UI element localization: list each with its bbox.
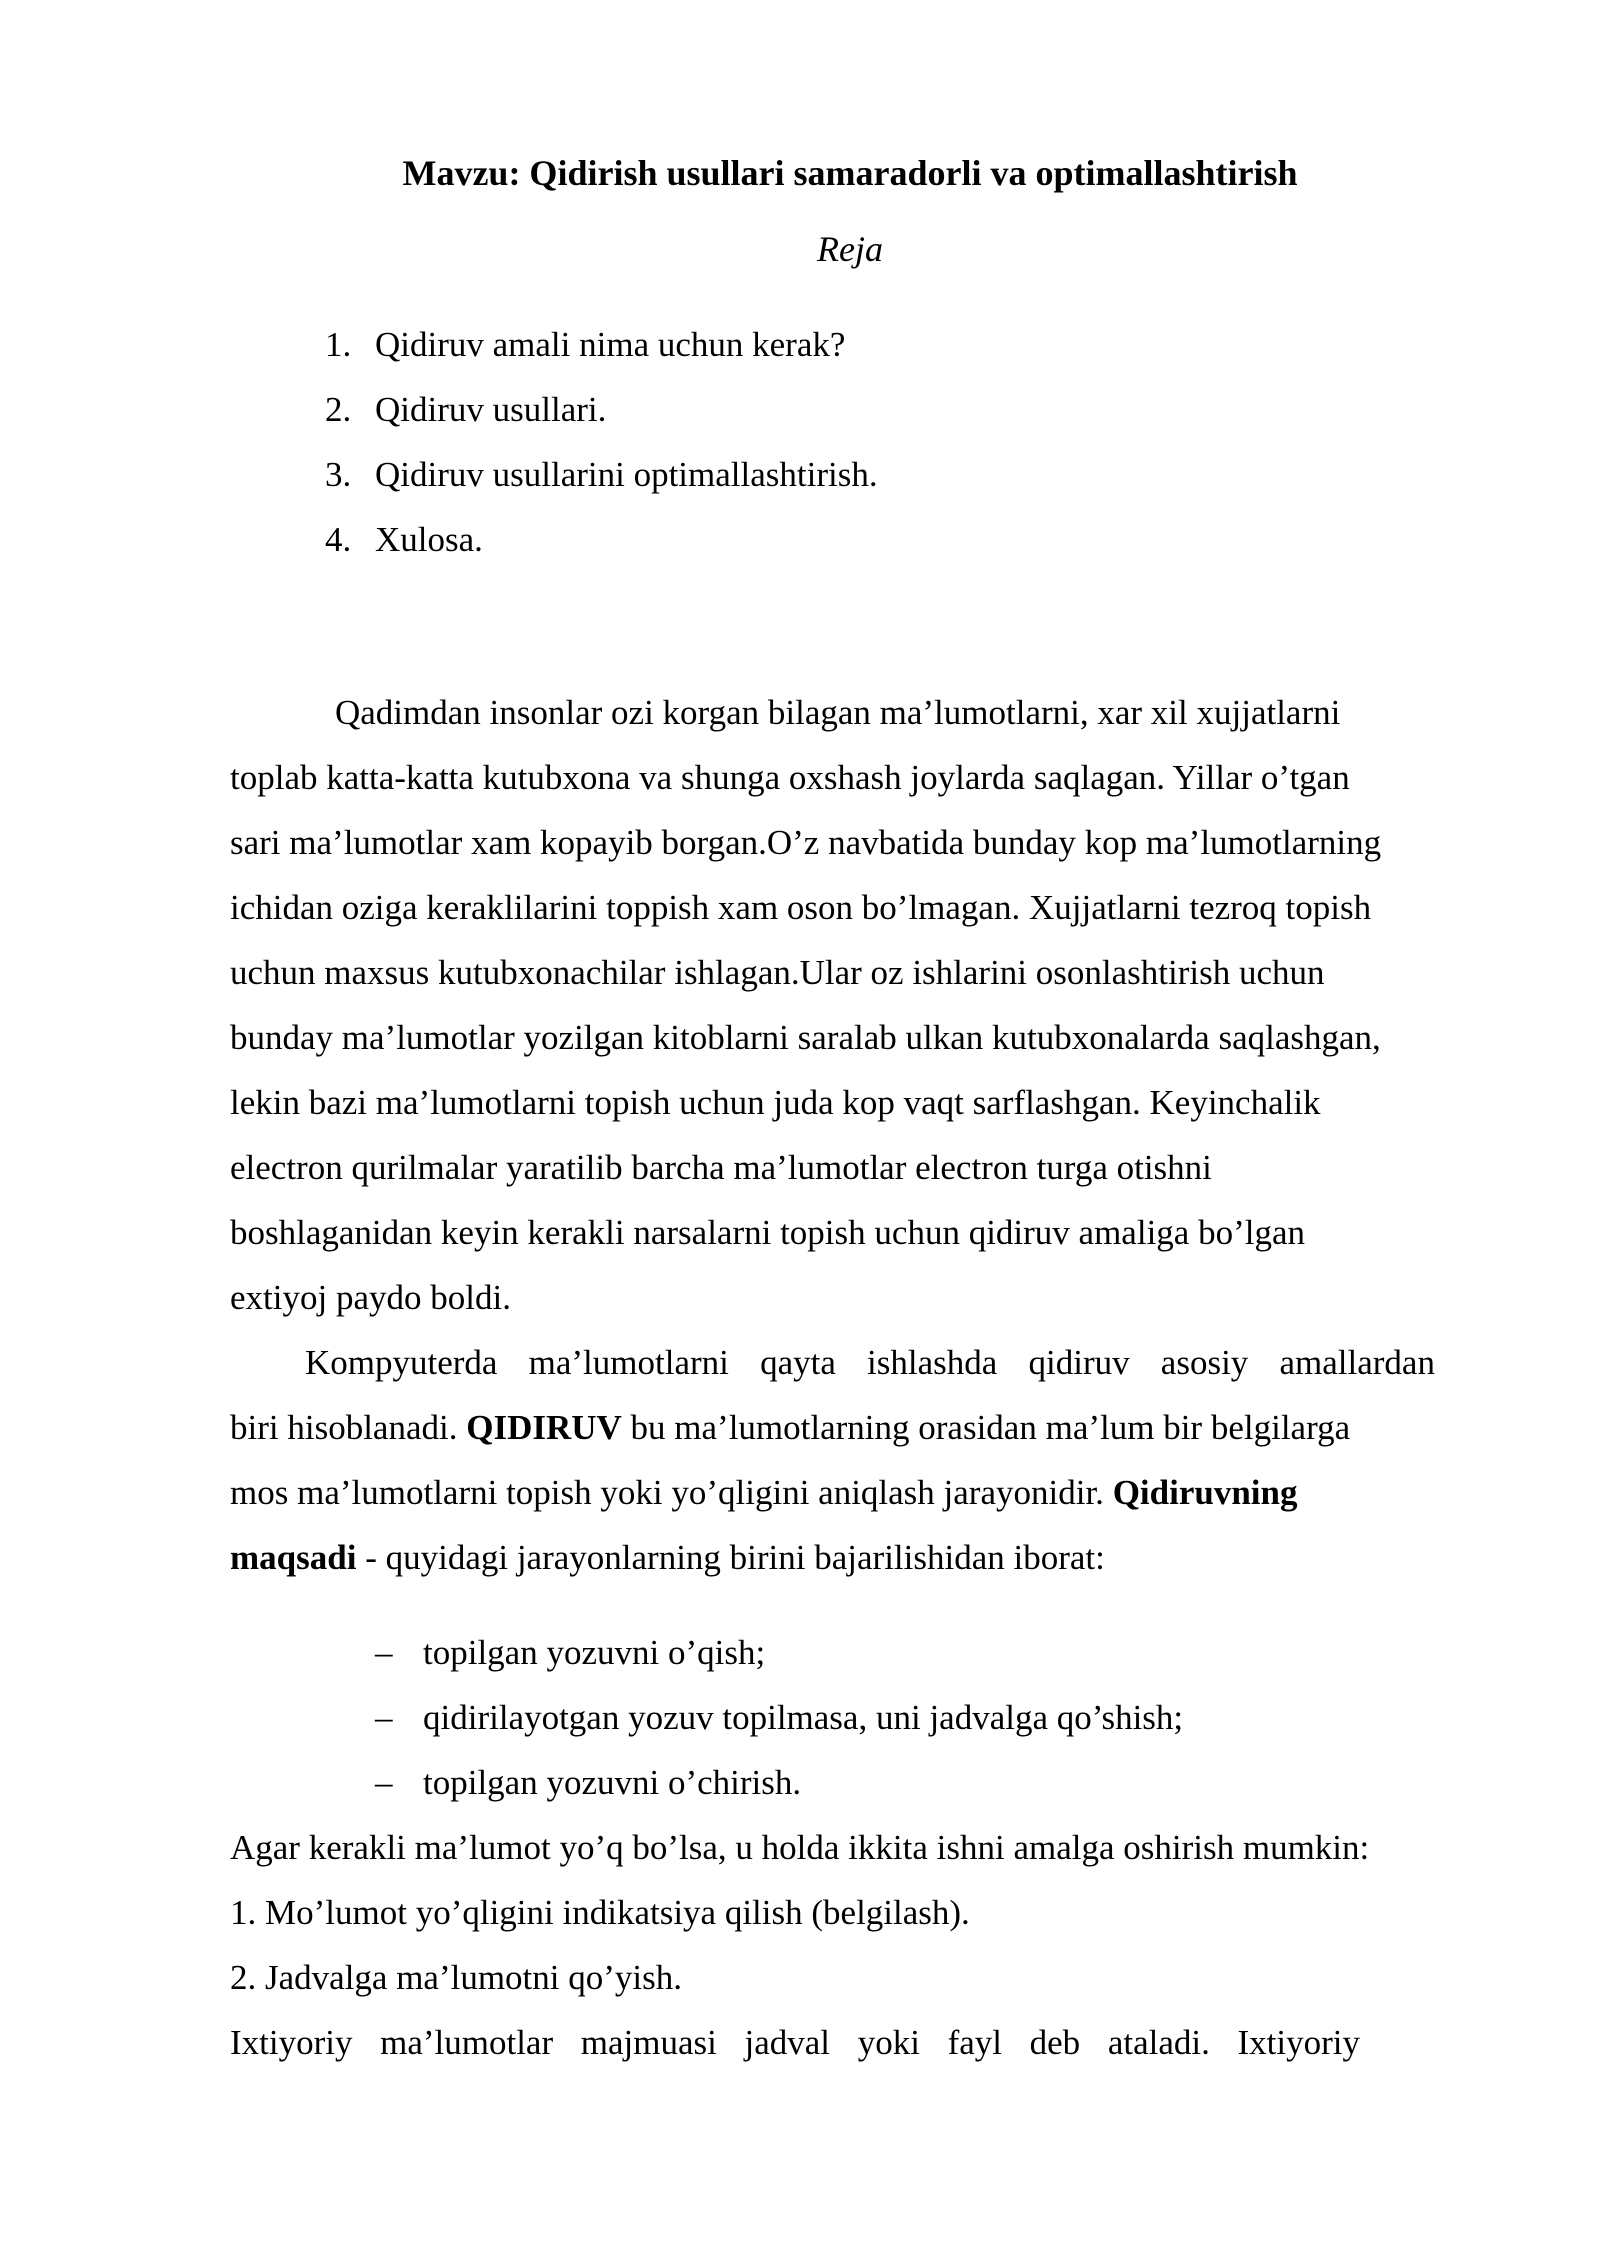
goal-item xyxy=(375,1750,1183,1815)
word: Kompyuterda xyxy=(305,1343,498,1382)
plan-item-number: 3. xyxy=(325,455,352,494)
paragraph-line: bunday ma’lumotlar yozilgan kitoblarni saralab ulkan kutubxonalarda saqlashgan, xyxy=(230,1018,1381,1057)
plan-item-number: 2. xyxy=(325,390,352,429)
word: ishlashda xyxy=(867,1343,998,1382)
paragraph-line: ichidan oziga keraklilarini toppish xam oson bo’lmagan. Xujjatlarni tezroq topish xyxy=(230,888,1372,927)
plan-heading: Reja xyxy=(817,229,883,269)
goal-item-text: qidirilayotgan yozuv topilmasa, uni jadvalga qo’shish; xyxy=(423,1698,1184,1737)
dash-marker: – xyxy=(375,1698,393,1737)
text-run: - quyidagi jarayonlarning birini bajarilishidan iborat: xyxy=(356,1538,1105,1577)
paragraph-line: toplab katta-katta kutubxona va shunga oxshash joylarda saqlagan. Yillar o’tgan xyxy=(230,758,1350,797)
document-title: Mavzu: Qidirish usullari samaradorli va optimallashtirish xyxy=(402,153,1298,193)
goal-list xyxy=(375,1620,1183,1815)
word: asosiy xyxy=(1160,1343,1249,1382)
paragraph-line: electron qurilmalar yaratilib barcha ma’lumotlar electron turga otishni xyxy=(230,1148,1212,1187)
word: qayta xyxy=(760,1343,836,1382)
word: ataladi. xyxy=(1107,2023,1210,2062)
paragraph-line: 2. Jadvalga ma’lumotni qo’yish. xyxy=(230,1958,683,1997)
paragraph-line xyxy=(230,1330,1480,1395)
paragraph-line: sari ma’lumotlar xam kopayib borgan.O’z navbatida bunday kop ma’lumotlarning xyxy=(230,823,1382,862)
plan-item xyxy=(325,517,878,582)
word: qidiruv xyxy=(1028,1343,1130,1382)
word: Ixtiyoriy xyxy=(230,2023,353,2062)
text-run: mos ma’lumotlarni topish yoki yo’qligini aniqlash jarayonidir. xyxy=(230,1473,1113,1512)
paragraph-line: boshlaganidan keyin kerakli narsalarni topish uchun qidiruv amaliga bo’lgan xyxy=(230,1213,1305,1252)
plan-item-text: Qidiruv amali nima uchun kerak? xyxy=(375,325,846,364)
word: majmuasi xyxy=(580,2023,717,2062)
paragraph-line xyxy=(230,2010,1480,2075)
word: deb xyxy=(1029,2023,1081,2062)
plan-item xyxy=(325,322,878,387)
plan-item-text: Qidiruv usullari. xyxy=(375,390,607,429)
search-definition-paragraph xyxy=(230,1330,1480,1590)
justified-line xyxy=(305,1330,1435,1395)
word: amallardan xyxy=(1279,1343,1435,1382)
plan-item xyxy=(325,387,878,452)
dash-marker: – xyxy=(375,1763,393,1802)
plan-list xyxy=(325,322,878,582)
word: jadval xyxy=(744,2023,831,2062)
paragraph-line: Agar kerakli ma’lumot yo’q bo’lsa, u holda ikkita ishni amalga oshirish mumkin: xyxy=(230,1828,1370,1867)
plan-item-text: Qidiruv usullarini optimallashtirish. xyxy=(375,455,878,494)
paragraph-line: Qadimdan insonlar ozi korgan bilagan ma’lumotlarni, xar xil xujjatlarni xyxy=(335,693,1341,732)
justified-line xyxy=(230,2010,1360,2075)
paragraph-line: 1. Mo’lumot yo’qligini indikatsiya qilish (belgilash). xyxy=(230,1893,970,1932)
missing-record-paragraph xyxy=(230,1815,1480,2075)
goal-item xyxy=(375,1620,1183,1685)
paragraph-line: lekin bazi ma’lumotlarni topish uchun juda kop vaqt sarflashgan. Keyinchalik xyxy=(230,1083,1321,1122)
goal-item-text: topilgan yozuvni o’qish; xyxy=(423,1633,766,1672)
goal-item xyxy=(375,1685,1183,1750)
bold-term: Qidiruvning xyxy=(1112,1473,1298,1512)
paragraph-line xyxy=(230,1395,1480,1460)
dash-marker: – xyxy=(375,1633,393,1672)
word: ma’lumotlar xyxy=(380,2023,554,2062)
word: fayl xyxy=(947,2023,1002,2062)
plan-item-number: 4. xyxy=(325,520,352,559)
bold-term: maqsadi xyxy=(230,1538,357,1577)
word: yoki xyxy=(857,2023,920,2062)
paragraph-line: extiyoj paydo boldi. xyxy=(230,1278,511,1317)
paragraph-line: uchun maxsus kutubxonachilar ishlagan.Ular oz ishlarini osonlashtirish uchun xyxy=(230,953,1325,992)
goal-item-text: topilgan yozuvni o’chirish. xyxy=(423,1763,802,1802)
plan-item xyxy=(325,452,878,517)
word: ma’lumotlarni xyxy=(528,1343,729,1382)
paragraph-line xyxy=(230,1460,1480,1525)
intro-paragraph xyxy=(230,680,1480,1330)
plan-item-text: Xulosa. xyxy=(375,520,483,559)
paragraph-line xyxy=(230,1525,1480,1590)
word: Ixtiyoriy xyxy=(1237,2023,1360,2062)
text-run: bu ma’lumotlarning orasidan ma’lum bir belgilarga xyxy=(621,1408,1351,1447)
bold-term: QIDIRUV xyxy=(466,1408,622,1447)
text-run: biri hisoblanadi. xyxy=(230,1408,467,1447)
plan-item-number: 1. xyxy=(325,325,352,364)
